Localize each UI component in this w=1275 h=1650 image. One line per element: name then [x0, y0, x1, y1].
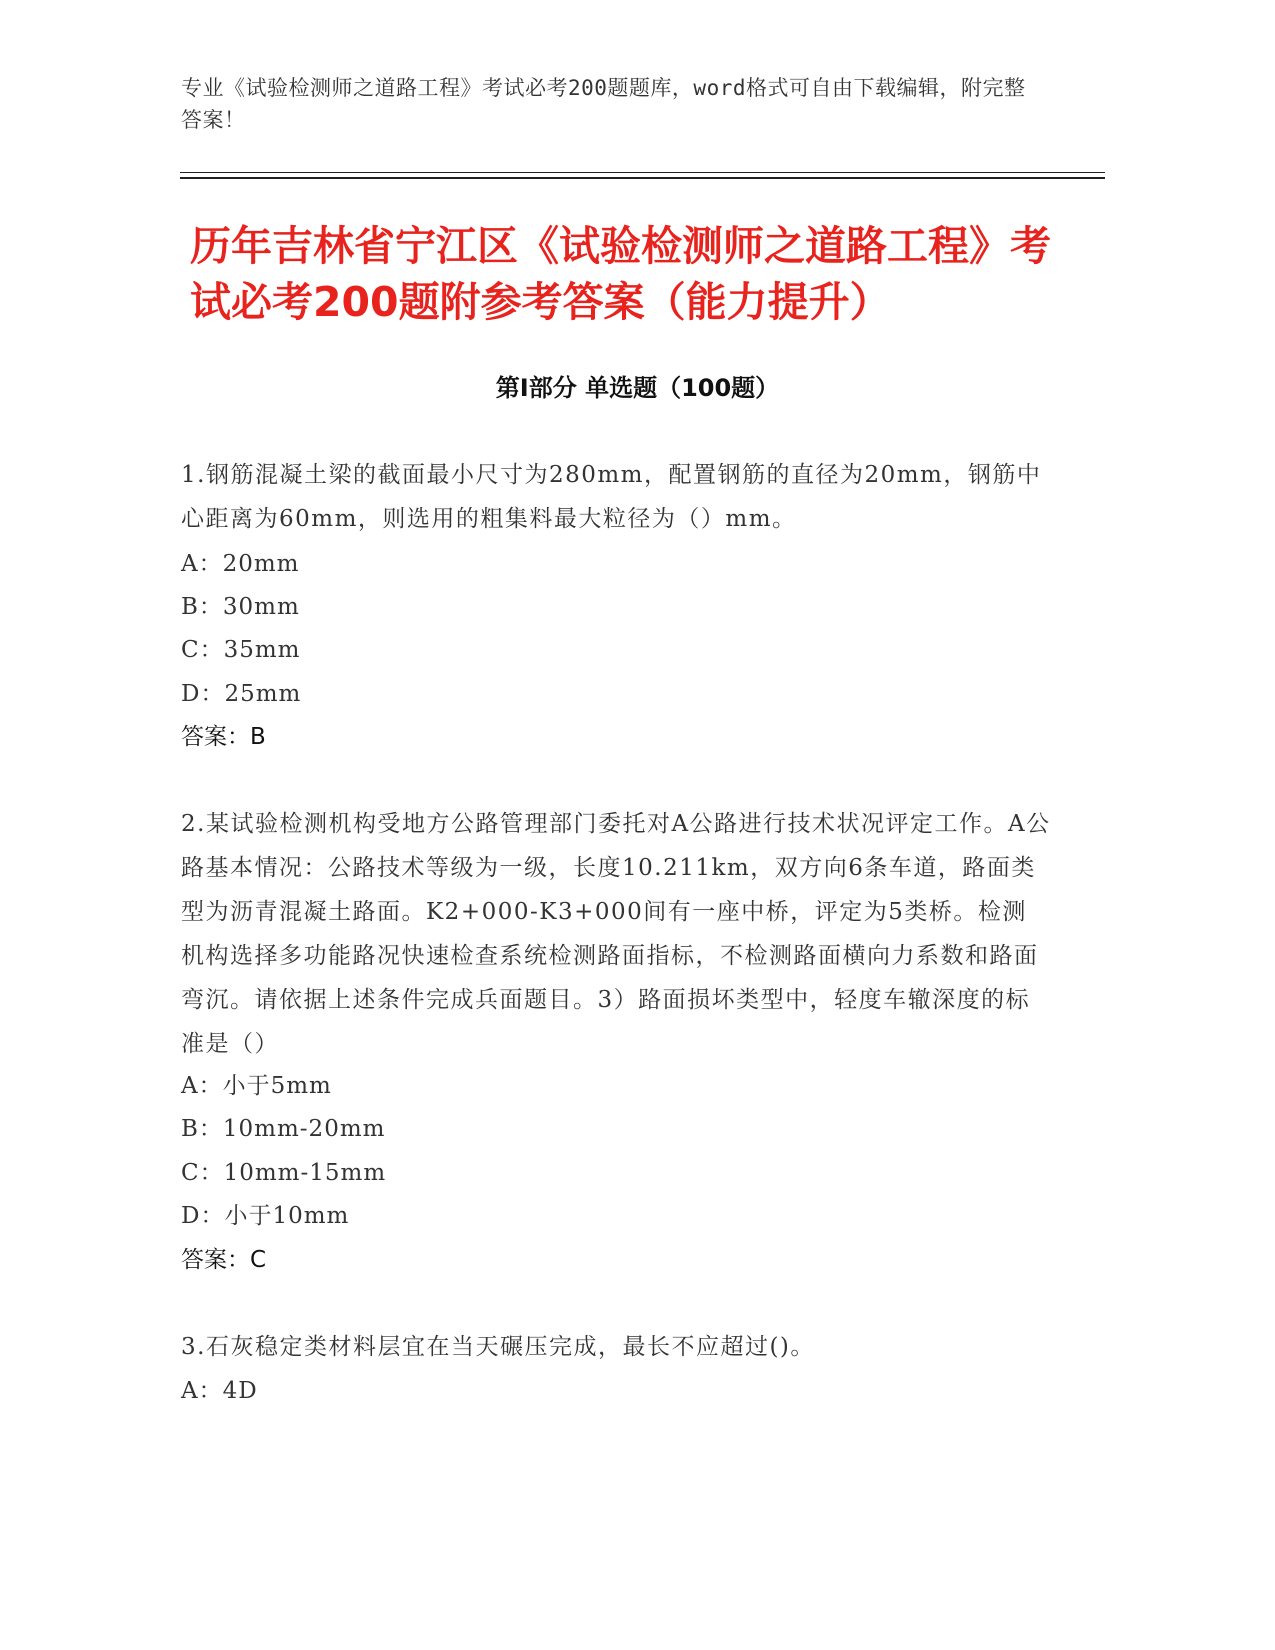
question-1-option-b: B：30mm [181, 594, 300, 620]
question-2-option-a: A：小于5mm [181, 1073, 332, 1099]
header-note: 专业《试验检测师之道路工程》考试必考200题题库，word格式可自由下载编辑，附完整答案！ [181, 76, 1026, 132]
question-2-option-b: B：10mm-20mm [181, 1116, 386, 1142]
section-title: 第Ⅰ部分 单选题（100题） [495, 374, 780, 402]
header-divider-thick [180, 177, 1105, 179]
question-3-stem: 3.石灰稳定类材料层宜在当天碾压完成，最长不应超过()。 [181, 1334, 815, 1360]
question-1-stem: 1.钢筋混凝土梁的截面最小尺寸为280mm，配置钢筋的直径为20mm，钢筋中心距离为60mm，则选用的粗集料最大粒径为（）mm。 [181, 462, 1042, 532]
question-2-option-c: C：10mm-15mm [181, 1160, 387, 1186]
question-1-option-c: C：35mm [181, 637, 301, 663]
question-2-stem: 2.某试验检测机构受地方公路管理部门委托对A公路进行技术状况评定工作。A公路基本情况：公路技术等级为一级，长度10.211km，双方向6条车道，路面类型为沥青混凝土路面。K2+000-K3+000间有一座中桥，评定为5类桥。检测机构选择多功能路况快速检查系统检测路面指标，不检测路面横向力系数和路面弯沉。请依据上述条件完成兵面题目。3）路面损坏类型中，轻度车辙深度的标准是（） [181, 811, 1051, 1057]
question-1-option-a: A：20mm [181, 551, 300, 577]
question-1-option-d: D：25mm [181, 681, 302, 707]
document-title: 历年吉林省宁江区《试验检测师之道路工程》考试必考200题附参考答案（能力提升） [190, 222, 1051, 326]
question-2-option-d: D：小于10mm [181, 1203, 350, 1229]
question-1-answer: 答案：B [181, 724, 266, 750]
question-2-answer: 答案：C [181, 1247, 267, 1273]
header-divider-thin [180, 172, 1105, 173]
question-3-option-a: A：4D [181, 1378, 258, 1404]
